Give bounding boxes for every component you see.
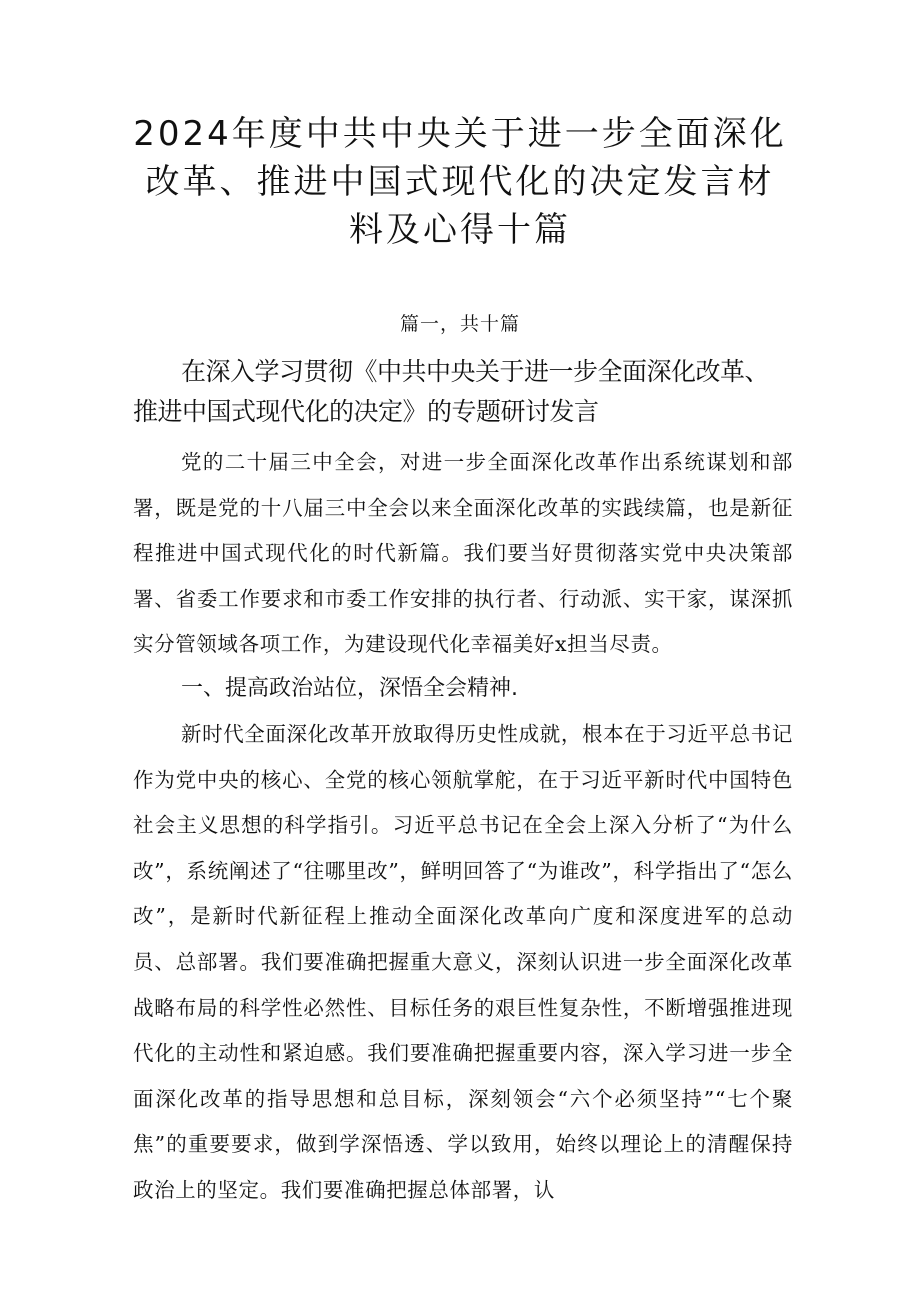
section-heading-1: 一、提高政治站位，深悟全会精神. <box>181 676 518 701</box>
section-label: 篇一，共十篇 <box>399 313 520 335</box>
document-title: 2024年度中共中央关于进一步全面深化改革、推进中国式现代化的决定发言材料及心得十篇 <box>133 114 787 250</box>
paragraph-body: 新时代全面深化改革开放取得历史性成就，根本在于习近平总书记作为党中央的核心、全党的核心领航掌舵，在于习近平新时代中国特色社会主义思想的科学指引。习近平总书记在全会上深入分析了“为什么改”，系统阐述了“往哪里改”，鲜明回答了“为谁改”，科学指出了“怎么改”，是新时代新征程上推动全面深化改革向广度和深度进军的总动员、总部署。我们要准确把握重大意义，深刻认识进一步全面深化改革战略布局的科学性必然性、目标任务的艰巨性复杂性，不断增强推进现代化的主动性和紧迫感。我们要准确把握重要内容，深入学习进一步全面深化改革的指导思想和总目标，深刻领会“六个必须坚持”“七个聚焦”的重要要求，做到学深悟透、学以致用，始终以理论上的清醒保持政治上的坚定。我们要准确把握总体部署，认 <box>133 722 793 1202</box>
paragraph-intro: 党的二十届三中全会，对进一步全面深化改革作出系统谋划和部署，既是党的十八届三中全会以来全面深化改革的实践续篇，也是新征程推进中国式现代化的时代新篇。我们要当好贯彻落实党中央决策部署、省委工作要求和市委工作安排的执行者、行动派、实干家，谋深抓实分管领域各项工作，为建设现代化幸福美好x担当尽责。 <box>133 450 793 657</box>
speech-title: 在深入学习贯彻《中共中央关于进一步全面深化改革、推进中国式现代化的决定》的专题研讨发言 <box>133 357 770 426</box>
